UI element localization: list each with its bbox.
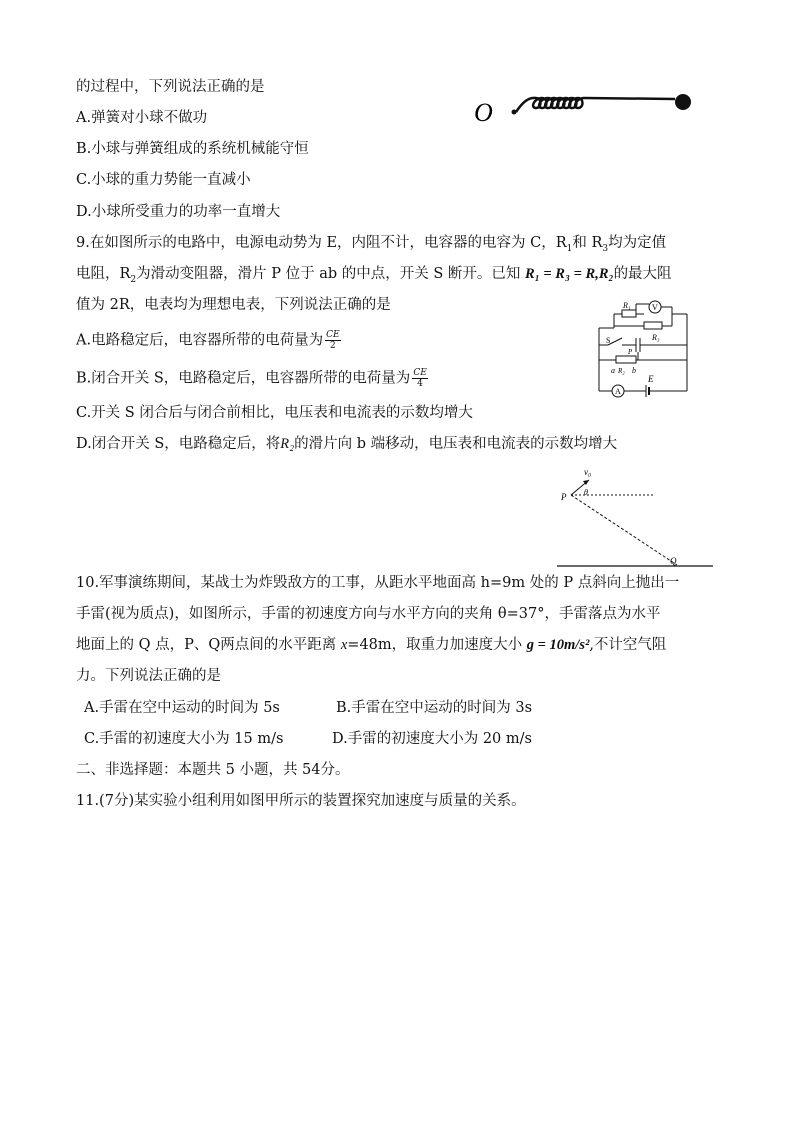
q9-option-c: C.开关 S 闭合后与闭合前相比，电压表和电流表的示数均增大 bbox=[76, 405, 473, 421]
q8-option-d: D.小球所受重力的功率一直增大 bbox=[76, 204, 281, 220]
trajectory-line bbox=[571, 495, 677, 565]
spring-coil bbox=[516, 98, 675, 112]
q10-stem-line1: 10.军事演练期间，某战士为炸毁敌方的工事，从距水平地面高 h=9m 处的 P 点斜向上抛出一 bbox=[76, 575, 680, 591]
svg-text:E: E bbox=[648, 374, 654, 384]
svg-text:R₃: R₃ bbox=[652, 333, 660, 342]
svg-text:a: a bbox=[611, 366, 615, 375]
q8-option-a: A.弹簧对小球不做功 bbox=[76, 110, 208, 126]
q9-stem-line2: 电阻，$R_2$为滑动变阻器，滑片 P 位于 ab 的中点，开关 S 断开。已知 R₁ = R₃ = R,R₂的最大阻 bbox=[76, 266, 672, 285]
svg-text:v₀: v₀ bbox=[584, 467, 592, 477]
svg-text:V: V bbox=[652, 303, 658, 312]
q8-option-c: C.小球的重力势能一直减小 bbox=[76, 172, 251, 188]
q10-stem-line2: 手雷(视为质点)，如图所示，手雷的初速度方向与水平方向的夹角 θ=37°，手雷落点为水平 bbox=[76, 606, 661, 622]
r3-resistor bbox=[644, 322, 662, 329]
circuit-diagram bbox=[592, 298, 694, 410]
svg-text:P: P bbox=[628, 348, 633, 356]
svg-text:Q: Q bbox=[670, 556, 677, 566]
svg-text:b: b bbox=[632, 366, 636, 375]
svg-text:R₂: R₂ bbox=[618, 367, 625, 375]
spring-ball-figure bbox=[470, 85, 700, 130]
projectile-figure bbox=[555, 465, 715, 573]
q10-option-c: C.手雷的初速度大小为 15 m/s bbox=[84, 731, 284, 747]
q8-stem-tail: 的过程中，下列说法正确的是 bbox=[76, 79, 265, 95]
q10-option-d: D.手雷的初速度大小为 20 m/s bbox=[332, 731, 532, 747]
q10-stem-line4: 力。下列说法正确的是 bbox=[76, 668, 221, 684]
q9-option-b: B.闭合开关 S，电路稳定后，电容器所带的电荷量为 $\frac{CE}{4}$ bbox=[76, 368, 427, 389]
q9-option-d: D.闭合开关 S，电路稳定后，将R₂的滑片向 b 端移动，电压表和电流表的示数均增大 bbox=[76, 436, 618, 452]
q10-option-a: A.手雷在空中运动的时间为 5s bbox=[84, 700, 280, 716]
q9-stem-line1: 9.在如图所示的电路中，电源电动势为 E，内阻不计，电容器的电容为 C，$R_1$和 $R_3$均为定值 bbox=[76, 235, 667, 254]
q10-stem-line3: 地面上的 Q 点，P、Q两点间的水平距离 x=48m，取重力加速度大小 g = 10m/s²,不计空气阻 bbox=[76, 637, 667, 653]
r1-resistor bbox=[622, 310, 636, 317]
point-o-label: O bbox=[474, 98, 493, 127]
q10-option-b: B.手雷在空中运动的时间为 3s bbox=[336, 700, 533, 716]
svg-text:P: P bbox=[561, 492, 567, 502]
q9-stem-line3: 值为 2R，电表均为理想电表，下列说法正确的是 bbox=[76, 297, 391, 313]
svg-text:S: S bbox=[606, 336, 611, 345]
svg-text:θ: θ bbox=[584, 488, 588, 497]
svg-text:R₁: R₁ bbox=[623, 301, 631, 310]
ball bbox=[675, 94, 691, 110]
q8-option-b: B.小球与弹簧组成的系统机械能守恒 bbox=[76, 141, 309, 157]
section-heading: 二、非选择题：本题共 5 小题，共 54分。 bbox=[76, 762, 350, 778]
r2-rheostat bbox=[616, 356, 636, 363]
q9-option-a: A.电路稳定后，电容器所带的电荷量为 $\frac{CE}{2}$ bbox=[76, 330, 340, 351]
svg-text:A: A bbox=[615, 387, 621, 396]
q11-stem: 11.(7分)某实验小组利用如图甲所示的装置探究加速度与质量的关系。 bbox=[76, 793, 526, 809]
